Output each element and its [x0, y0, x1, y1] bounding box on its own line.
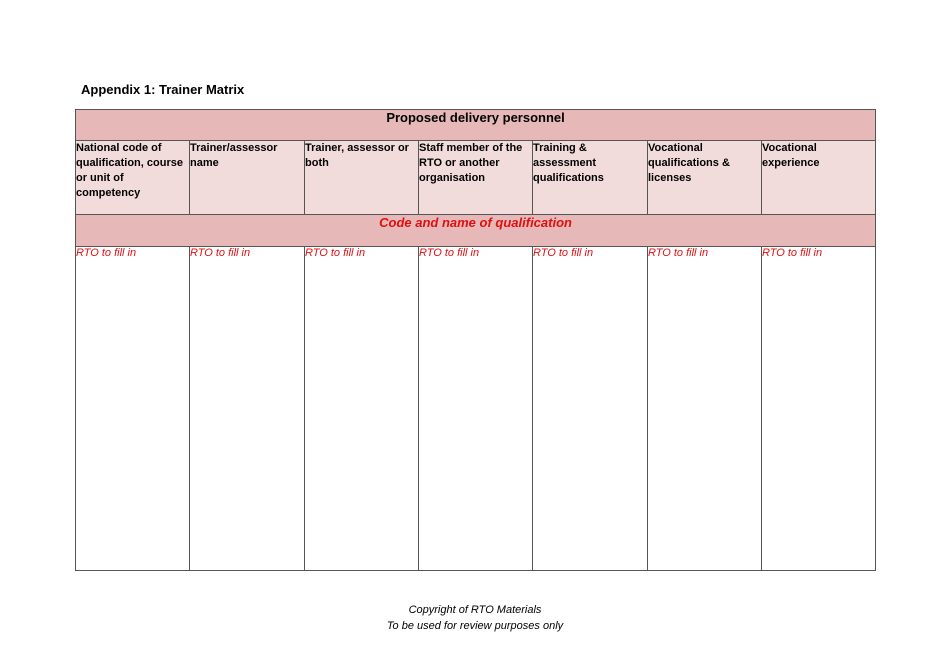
column-header: Vocational experience	[762, 141, 876, 215]
table-header: Proposed delivery personnel	[76, 110, 876, 141]
table-header-row	[76, 110, 876, 141]
trainer-matrix-table	[75, 109, 876, 571]
column-headers-row	[76, 141, 876, 215]
copyright-text: Copyright of RTO Materials	[408, 604, 542, 616]
column-header: Trainer, assessor or both	[305, 141, 419, 215]
column-header: Training & assessment qualifications	[533, 141, 648, 215]
column-header: Trainer/assessor name	[190, 141, 305, 215]
fill-in-cell: RTO to fill in	[305, 247, 419, 571]
column-header: Staff member of the RTO or another organisation	[419, 141, 533, 215]
fill-in-cell: RTO to fill in	[76, 247, 190, 571]
review-notice: To be used for review purposes only	[386, 620, 564, 632]
fill-in-cell: RTO to fill in	[190, 247, 305, 571]
qualification-label: Code and name of qualification	[76, 215, 876, 247]
fill-in-cell: RTO to fill in	[419, 247, 533, 571]
fill-in-cell: RTO to fill in	[533, 247, 648, 571]
fill-in-cell: RTO to fill in	[648, 247, 762, 571]
column-header: Vocational qualifications & licenses	[648, 141, 762, 215]
qualification-row	[76, 215, 876, 247]
table-row	[76, 247, 876, 571]
footer	[0, 602, 950, 634]
page-title: Appendix 1: Trainer Matrix	[81, 82, 245, 97]
fill-in-cell: RTO to fill in	[762, 247, 876, 571]
column-header: National code of qualification, course or unit of competency	[76, 141, 190, 215]
